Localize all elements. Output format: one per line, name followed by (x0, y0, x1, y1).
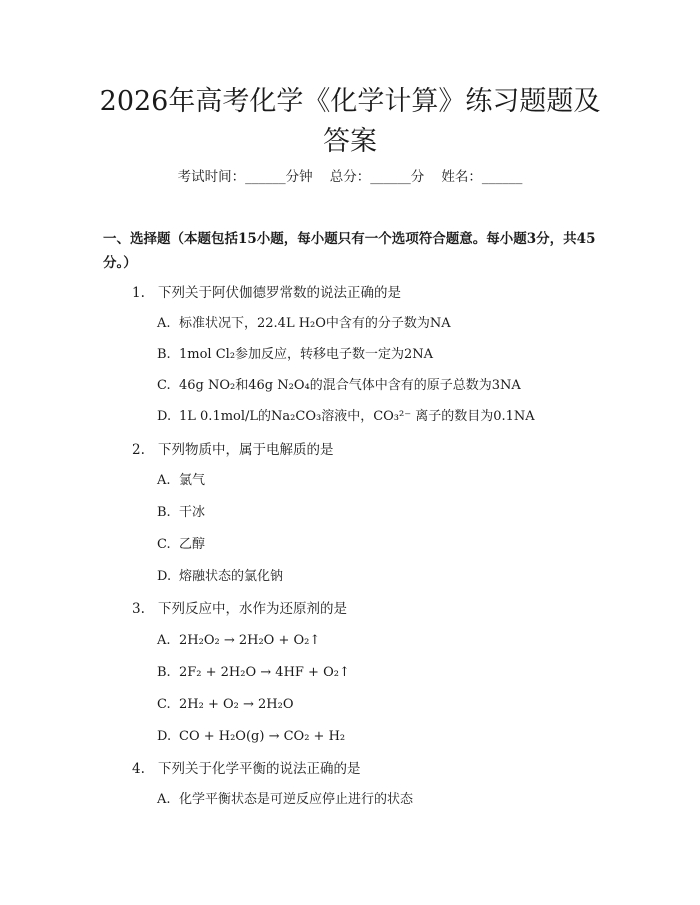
question-4 (132, 759, 361, 779)
option-label: D. (157, 569, 172, 584)
q3-option-d (157, 727, 345, 747)
q3-option-b (157, 663, 350, 683)
option-text: CO + H₂O(g) → CO₂ + H₂ (179, 729, 346, 744)
option-label: A. (157, 633, 171, 648)
option-text: 化学平衡状态是可逆反应停止进行的状态 (179, 792, 414, 807)
q1-option-a (157, 314, 451, 334)
option-label: A. (157, 473, 171, 488)
question-1 (132, 283, 401, 303)
q1-option-c (157, 376, 521, 396)
q4-option-a (157, 790, 413, 810)
q2-option-b (157, 503, 205, 523)
section-heading: 一、选择题（本题包括15小题，每小题只有一个选项符合题意。每小题3分，共45分。） (103, 231, 596, 271)
option-text: 干冰 (179, 505, 206, 520)
option-label: C. (157, 378, 171, 393)
option-text: 标准状况下，22.4L H₂O中含有的分子数为NA (179, 316, 451, 331)
question-stem: 下列关于阿伏伽德罗常数的说法正确的是 (158, 285, 401, 301)
q2-option-d (157, 567, 283, 587)
option-label: B. (157, 505, 171, 520)
question-number: 4. (132, 761, 145, 777)
option-label: D. (157, 409, 172, 424)
option-label: C. (157, 697, 171, 712)
q1-option-d (157, 407, 535, 427)
q2-option-a (157, 471, 205, 491)
option-label: D. (157, 729, 172, 744)
option-label: C. (157, 537, 171, 552)
option-text: 1mol Cl₂参加反应，转移电子数一定为2NA (179, 347, 434, 362)
option-label: A. (157, 792, 171, 807)
q1-option-b (157, 345, 433, 365)
option-text: 2H₂O₂ → 2H₂O + O₂↑ (179, 633, 321, 648)
option-label: B. (157, 665, 171, 680)
q3-option-a (157, 631, 320, 651)
q2-option-c (157, 535, 205, 555)
option-text: 氯气 (179, 473, 206, 488)
option-text: 2H₂ + O₂ → 2H₂O (179, 697, 294, 712)
option-label: B. (157, 347, 171, 362)
question-3 (132, 599, 347, 619)
q3-option-c (157, 695, 293, 715)
option-label: A. (157, 316, 171, 331)
option-text: 熔融状态的氯化钠 (179, 569, 284, 584)
option-text: 46g NO₂和46g N₂O₄的混合气体中含有的原子总数为3NA (179, 378, 521, 393)
question-stem: 下列物质中，属于电解质的是 (158, 442, 334, 458)
option-text: 1L 0.1mol/L的Na₂CO₃溶液中，CO₃²⁻ 离子的数目为0.1NA (179, 409, 535, 424)
question-number: 3. (132, 601, 145, 617)
question-stem: 下列反应中，水作为还原剂的是 (158, 601, 347, 617)
question-number: 2. (132, 442, 145, 458)
question-number: 1. (132, 285, 145, 301)
question-2 (132, 440, 334, 460)
page-title: 2026年高考化学《化学计算》练习题题及答案 (99, 86, 601, 157)
question-stem: 下列关于化学平衡的说法正确的是 (158, 761, 361, 777)
option-text: 2F₂ + 2H₂O → 4HF + O₂↑ (179, 665, 350, 680)
option-text: 乙醇 (179, 537, 206, 552)
exam-info-line: 考试时间：______分钟 总分：______分 姓名：______ (177, 169, 523, 185)
